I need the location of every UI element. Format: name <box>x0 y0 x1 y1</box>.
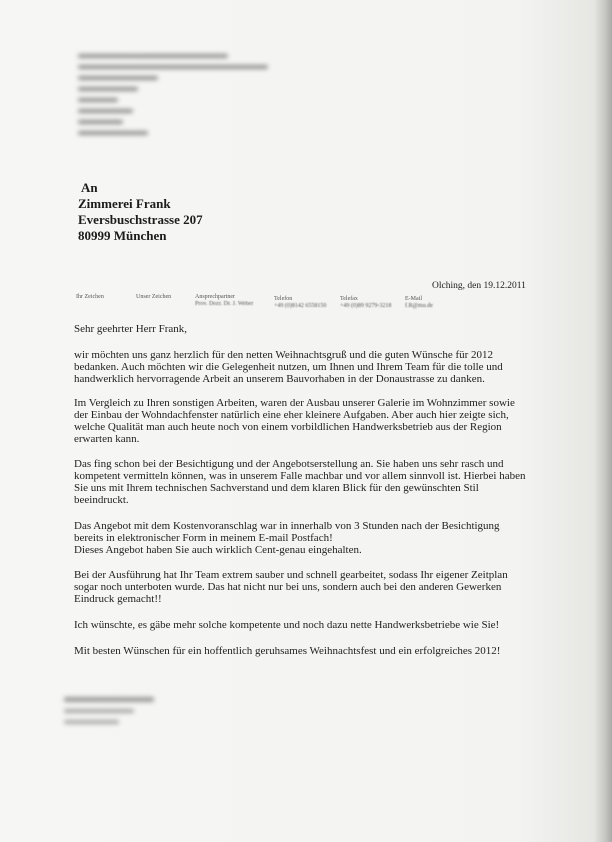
reference-row <box>0 291 612 315</box>
p2-line: welche Qualität man auch heute noch von einem vorbildlichen Handwerksbetrieb aus der Region <box>74 421 502 433</box>
letter-date: Olching, den 19.12.2011 <box>432 281 526 291</box>
ref-telefon-label: Telefon <box>274 296 293 302</box>
p2-line: Im Vergleich zu Ihren sonstigen Arbeiten, waren der Ausbau unserer Galerie im Wohnzimmer sowie <box>74 397 515 409</box>
ref-telefax-value: +49 (0)89 9279-3218 <box>340 303 392 309</box>
ref-ihr-zeichen: Ihr Zeichen <box>76 294 104 300</box>
p4-line: Dieses Angebot haben Sie auch wirklich Cent-genau eingehalten. <box>74 544 362 556</box>
recipient-line-1: An <box>81 180 98 195</box>
closing-line: Mit besten Wünschen für ein hoffentlich geruhsames Weihnachtsfest und ein erfolgreiches 2012! <box>74 645 501 657</box>
p3-line: beeindruckt. <box>74 494 129 506</box>
salutation <box>74 323 544 335</box>
salutation-text: Sehr geehrter Herr Frank, <box>74 323 188 335</box>
paragraph-comparison <box>74 397 544 445</box>
p4-line: Das Angebot mit dem Kostenvoranschlag war in innerhalb von 3 Stunden nach der Besichtigung <box>74 520 500 532</box>
closing <box>74 645 544 657</box>
p3-line: Das fing schon bei der Besichtigung und der Angebotserstellung an. Sie haben uns sehr rasch und <box>74 458 504 470</box>
ref-telefax <box>340 296 391 310</box>
p5-line: sogar noch unterboten wurde. Das hat nicht nur bei uns, sondern auch bei den anderen Gewerken <box>74 581 502 593</box>
redacted-signature <box>64 697 214 731</box>
ref-ansprechpartner-label: Ansprechpartner <box>195 294 235 300</box>
p2-line: der Einbau der Wohndachfenster natürlich eine eher kleinere Aufgaben. Aber auch hier zeigte sich, <box>74 409 509 421</box>
paragraph-inspection <box>74 458 544 506</box>
paragraph-execution <box>74 569 544 605</box>
p3-line: Sie uns mit Ihrem technischen Sachverstand und dem klaren Blick für den gewünschten Stil <box>74 482 479 494</box>
p1-line: handwerklich hervorragende Arbeit an unserem Bauvorhaben in der Donaustrasse zu danken. <box>74 373 485 385</box>
p5-line: Bei der Ausführung hat Ihr Team extrem sauber und schnell gearbeitet, sodass Ihr eigener Zeitplan <box>74 569 508 581</box>
ref-ansprechpartner <box>195 294 253 308</box>
paragraph-thanks <box>74 349 544 385</box>
p2-line: erwarten kann. <box>74 433 140 445</box>
ref-telefon-value: +49 (0)8142 6558150 <box>274 303 327 309</box>
paragraph-wish <box>74 619 544 631</box>
ref-email-label: E-Mail <box>405 296 422 302</box>
redacted-sender-address <box>78 54 308 142</box>
ref-ansprechpartner-value: Prov. Dozr. Dr. J. Weber <box>195 301 254 307</box>
page-edge-shadow <box>594 0 612 842</box>
p6-line: Ich wünschte, es gäbe mehr solche kompetente und noch dazu nette Handwerksbetriebe wie Sie! <box>74 619 500 631</box>
p1-line: wir möchten uns ganz herzlich für den netten Weihnachtsgruß und die guten Wünsche für 2012 <box>74 349 494 361</box>
p3-line: kompetent vermitteln können, was in unserem Falle machbar und vor allem sinnvoll ist. Hierbei haben <box>74 470 526 482</box>
recipient-street: Eversbuschstrasse 207 <box>78 212 203 227</box>
p1-line: bedanken. Auch möchten wir die Gelegenheit nutzen, um Ihnen und Ihrem Team für die tolle und <box>74 361 503 373</box>
paragraph-offer <box>74 520 544 556</box>
p5-line: Eindruck gemacht!! <box>74 593 162 605</box>
recipient-city: 80999 München <box>78 228 167 243</box>
letter-body <box>74 323 544 657</box>
ref-telefon <box>274 296 326 310</box>
ref-email-value: f.R@mu.de <box>405 303 433 309</box>
ref-unser-zeichen: Unser Zeichen <box>136 294 172 300</box>
ref-email <box>405 296 433 310</box>
ref-telefax-label: Telefax <box>340 296 358 302</box>
recipient-company: Zimmerei Frank <box>78 196 171 211</box>
recipient-address <box>78 180 203 244</box>
p4-line: bereits in elektronischer Form in meinem E-mail Postfach! <box>74 532 333 544</box>
